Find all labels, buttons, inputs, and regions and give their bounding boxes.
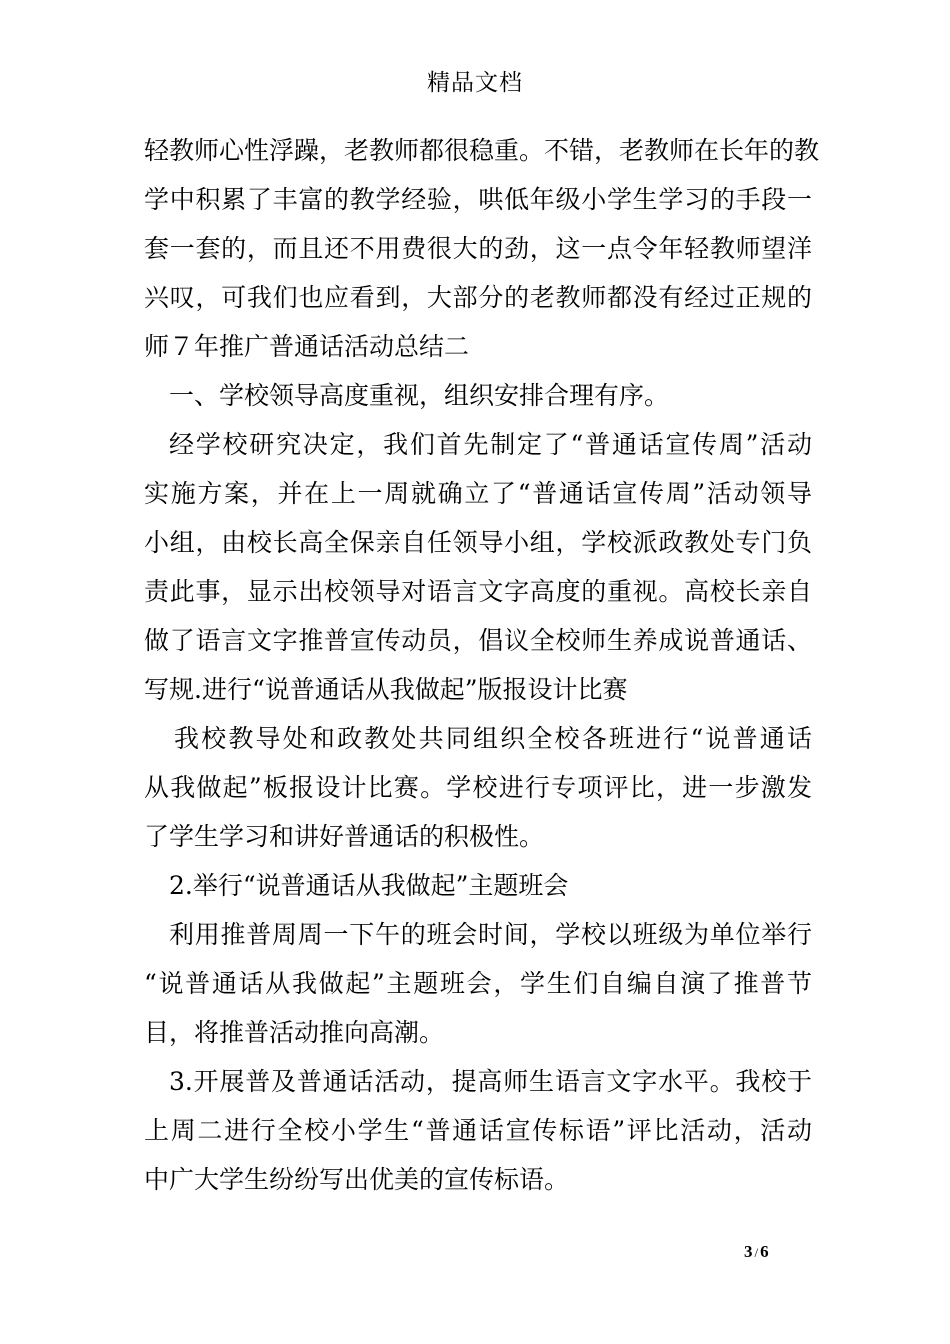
page-current: 3 (744, 1242, 753, 1261)
text-line: 套一套的，而且还不用费很大的劲，这一点令年轻教师望洋 (144, 234, 812, 263)
paragraph-5-heading (144, 861, 812, 910)
text-line: 经学校研究决定，我们首先制定了“普通话宣传周”活动 (169, 430, 812, 459)
paragraph-7 (144, 1057, 812, 1204)
text-line: 师７年推广普通话活动总结二 (144, 332, 470, 361)
text-line: 我校教导处和政教处共同组织全校各班进行“说普通话 (174, 724, 812, 753)
text-line: 学中积累了丰富的教学经验，哄低年级小学生学习的手段一 (144, 185, 812, 214)
page-separator: / (754, 1245, 759, 1260)
text-line: 中广大学生纷纷写出优美的宣传标语。 (144, 1165, 570, 1194)
text-line: 兴叹，可我们也应看到，大部分的老教师都没有经过正规的 (144, 283, 812, 312)
paragraph-1 (144, 126, 820, 371)
text-line: 了学生学习和讲好普通话的积极性。 (144, 822, 545, 851)
text-line: 轻教师心性浮躁，老教师都很稳重。不错，老教师在长年的教 (144, 136, 820, 165)
text-line: 实施方案，并在上一周就确立了“普通话宣传周”活动领导 (144, 479, 812, 508)
page-header-title: 精品文档 (427, 70, 523, 96)
text-line: 小组，由校长高全保亲自任领导小组，学校派政教处专门负 (144, 528, 812, 557)
section-heading: 2.举行“说普通话从我做起”主题班会 (169, 871, 569, 900)
page-number (744, 1242, 769, 1262)
paragraph-4 (144, 714, 812, 861)
section-heading: 一、学校领导高度重视，组织安排合理有序。 (169, 381, 670, 410)
document-body (144, 126, 820, 1204)
text-line: 从我做起”板报设计比赛。学校进行专项评比，进一步激发 (144, 773, 812, 802)
text-line: “说普通话从我做起”主题班会，学生们自编自演了推普节 (144, 969, 812, 998)
page-total: 6 (760, 1242, 769, 1261)
paragraph-3 (144, 420, 812, 714)
text-line: 责此事，显示出校领导对语言文字高度的重视。高校长亲自 (144, 577, 812, 606)
text-line: 3.开展普及普通话活动，提高师生语言文字水平。我校于 (169, 1067, 812, 1096)
text-line: 做了语言文字推普宣传动员，倡议全校师生养成说普通话、 (144, 626, 812, 655)
paragraph-2-heading (144, 371, 812, 420)
text-line: 利用推普周周一下午的班会时间，学校以班级为单位举行 (169, 920, 812, 949)
text-line: 写规.进行“说普通话从我做起”版报设计比赛 (144, 675, 628, 704)
text-line: 上周二进行全校小学生“普通话宣传标语”评比活动，活动 (144, 1116, 812, 1145)
text-line: 目，将推普活动推向高潮。 (144, 1018, 445, 1047)
paragraph-6 (144, 910, 812, 1057)
